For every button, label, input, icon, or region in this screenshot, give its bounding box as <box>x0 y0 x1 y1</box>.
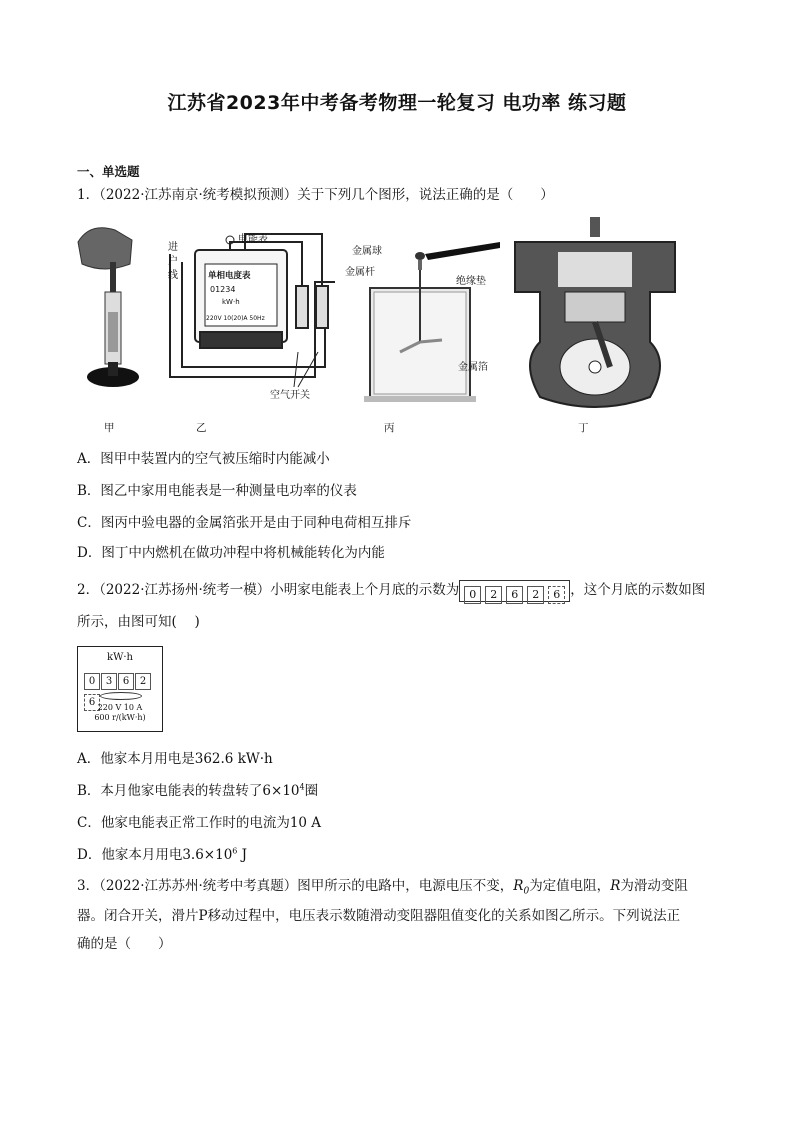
label-jinshu-gan: 金属杆 <box>345 267 375 278</box>
figure-yi-meter <box>170 234 335 387</box>
label-meter-spec: 220V 10(20)A 50Hz <box>206 315 265 322</box>
figure-bing-electroscope <box>364 242 500 402</box>
q3-text-b: 为定值电阻， <box>529 878 611 894</box>
digit: 2 <box>527 586 544 604</box>
question-1-option-b: B．图乙中家用电能表是一种测量电功率的仪表 <box>77 483 357 499</box>
question-3-line3: 确的是（ ） <box>77 936 172 952</box>
question-2-option-b <box>77 779 318 799</box>
option-b-text: B．本月他家电能表的转盘转了6×10 <box>77 783 300 799</box>
question-2-option-d <box>77 843 247 863</box>
meter-spec-line1: 220 V 10 A <box>97 703 143 712</box>
question-2-stem-c: 所示，由图可知( ) <box>77 614 200 630</box>
digit: 6 <box>118 673 134 690</box>
question-1-option-a: A．图甲中装置内的空气被压缩时内能减小 <box>77 451 330 467</box>
label-jinshu-qiu: 金属球 <box>352 246 382 257</box>
meter-unit: kW·h <box>107 652 133 663</box>
question-2-stem-line1 <box>77 577 705 604</box>
question-1-option-d: D．图丁中内燃机在做功冲程中将机械能转化为内能 <box>77 545 385 561</box>
question-3-line1 <box>77 873 688 906</box>
caption-yi: 乙 <box>196 422 207 434</box>
q3-text-a: 3．（2022·江苏苏州·统考中考真题）图甲所示的电路中，电源电压不变， <box>77 878 514 894</box>
option-b-unit: 圈 <box>304 783 319 799</box>
section-heading: 一、单选题 <box>77 164 140 179</box>
question-2-stem-b: ，这个月底的示数如图 <box>570 582 706 598</box>
caption-jia: 甲 <box>104 422 115 434</box>
digit: 2 <box>485 586 502 604</box>
option-d-text: D．他家本月用电3.6×10 <box>77 847 233 863</box>
symbol-r0 <box>513 878 530 897</box>
digit: 0 <box>84 673 100 690</box>
meter-spec <box>78 703 162 723</box>
page-title: 江苏省2023年中考备考物理一轮复习 电功率 练习题 <box>167 92 627 114</box>
caption-bing: 丙 <box>384 422 395 434</box>
question-1-option-c: C．图丙中验电器的金属箔张开是由于同种电荷相互排斥 <box>77 515 412 531</box>
question-2-option-a: A．他家本月用电是362.6 kW·h <box>77 751 273 767</box>
figure-ding-engine <box>515 217 675 407</box>
meter-reading-last-month <box>459 580 570 602</box>
symbol-r: R <box>610 878 621 894</box>
digit-decimal: 6 <box>84 694 100 711</box>
digit-decimal: 6 <box>548 586 565 604</box>
question-2-option-c: C．他家电能表正常工作时的电流为10 A <box>77 815 322 831</box>
label-meter-unit: kW·h <box>222 298 240 306</box>
meter-reading-this-month <box>77 646 163 732</box>
label-kongqi-kaiguan: 空气开关 <box>270 390 310 401</box>
label-xian: 线 <box>168 270 178 281</box>
option-d-exponent: 6 <box>232 846 238 856</box>
label-jinshu-bo: 金属箔 <box>458 362 488 373</box>
figure-jia-air-pump <box>78 228 139 387</box>
symbol-r0-main: R <box>513 878 524 894</box>
option-d-unit: J <box>237 847 248 863</box>
q3-text-c: 为滑动变阻 <box>620 878 688 894</box>
meter-disc <box>100 692 142 700</box>
meter-spec-line2: 600 r/(kW·h) <box>94 713 146 722</box>
question-3-line2: 器。闭合开关，滑片P移动过程中，电压表示数随滑动变阻器阻值变化的关系如图乙所示。下列说法正 <box>77 908 681 924</box>
caption-ding: 丁 <box>578 422 589 434</box>
digit: 6 <box>506 586 523 604</box>
digit: 2 <box>135 673 151 690</box>
label-jin: 进 <box>168 242 178 253</box>
label-meter-name: 单相电度表 <box>208 271 251 281</box>
label-hu: 户 <box>168 256 178 267</box>
digit: 0 <box>464 586 481 604</box>
question-2-stem-a: 2．（2022·江苏扬州·统考一模）小明家电能表上个月底的示数为 <box>77 582 460 598</box>
question-1-stem: 1．（2022·江苏南京·统考模拟预测）关于下列几个图形，说法正确的是（ ） <box>77 187 554 203</box>
label-meter-digits: 01234 <box>210 285 236 294</box>
question-1-figures <box>70 212 730 417</box>
digit: 3 <box>101 673 117 690</box>
option-b-exponent: 4 <box>299 782 305 792</box>
label-dianneng-biao: 电能表 <box>238 234 268 245</box>
symbol-r0-sub: 0 <box>523 886 530 897</box>
label-jueyuan-dian: 绝缘垫 <box>456 276 486 287</box>
